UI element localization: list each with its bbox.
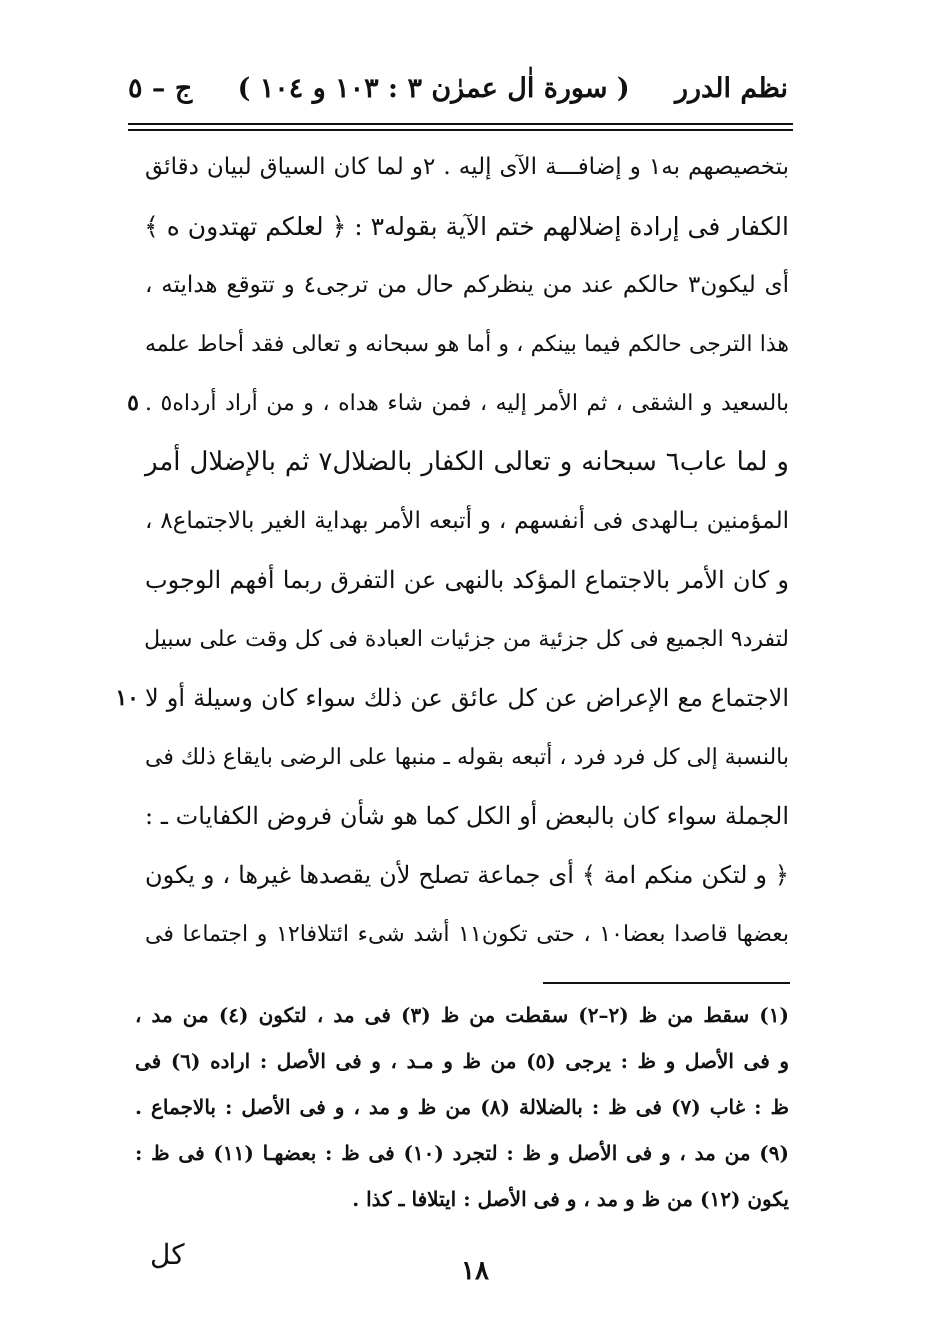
text-line: [145, 197, 789, 256]
line-text: لتفرد٩ الجميع فى كل جزئية من جزئيات العبادة فى كل وقت على سبيل: [144, 627, 789, 652]
text-line: [127, 374, 789, 433]
line-text: المؤمنين بـالهدى فى أنفسهم ، و أتبعه الأمر بهداية الغير بالاجتماع٨ ،: [145, 508, 789, 534]
text-line: [145, 138, 789, 197]
line-text: بتخصيصهم به١ و إضافـــة الآى إليه . ٢و لما كان السياق لبيان دقائق: [145, 154, 789, 180]
line-text: الاجتماع مع الإعراض عن كل عائق عن ذلك سواء كان وسيلة أو لا: [145, 684, 789, 712]
text-line: [145, 610, 789, 669]
text-line: [145, 905, 789, 964]
catchword: كل: [150, 1238, 185, 1271]
header-rule: [128, 123, 793, 125]
line-text: بالسعيد و الشقى ، ثم الأمر إليه ، فمن شاء هداه ، و من أراد أرداه٥ .: [145, 391, 789, 416]
book-title: نظم الدرر: [674, 72, 788, 104]
line-text: و لما عاب٦ سبحانه و تعالى الكفار بالضلال٧ ثم بالإضلال أمر: [145, 447, 789, 477]
text-line: [145, 728, 789, 787]
running-header: [128, 62, 788, 114]
header-rule-double: [128, 129, 793, 131]
footnote-line: ظ : غاب (٧) فى ظ : بالضلالة (٨) من ظ و مد ، و فى الأصل : بالاجماع .: [135, 1095, 789, 1119]
footnote-rule: [543, 982, 790, 984]
text-line: [145, 433, 789, 492]
line-text: و كان الأمر بالاجتماع المؤكد بالنهى عن التفرق ربما أفهم الوجوب: [145, 566, 789, 594]
text-line: [115, 669, 789, 728]
line-text: أى ليكون٣ حالكم عند من ينظركم حال من ترجى٤ و تتوقع هدايته ،: [145, 272, 789, 298]
footnote-line: و فى الأصل و ظ : يرجى (٥) من ظ و مـد ، و فى الأصل : اراده (٦) فى: [135, 1049, 790, 1073]
footnotes: [135, 992, 789, 1222]
line-text: الكفار فى إرادة إضلالهم ختم الآية بقوله٣ : ﴿ لعلكم تهتدون ه ﴾: [144, 212, 789, 241]
line-text: ﴿ و لتكن منكم امة ﴾ أى جماعة تصلح لأن يقصدها غيرها ، و يكون: [145, 861, 789, 889]
main-text: [115, 138, 790, 964]
surah-reference: ( سورة اٰل عمرٰن ٣ : ١٠٣ و ١٠٤ ): [237, 72, 630, 104]
text-line: [145, 315, 789, 374]
line-number: ٥: [127, 390, 139, 416]
text-line: [145, 846, 789, 905]
line-text: هذا الترجى حالكم فيما بينكم ، و أما هو سبحانه و تعالى فقد أحاط علمه: [145, 332, 789, 357]
page-number: ١٨: [461, 1256, 489, 1286]
line-text: بالنسبة إلى كل فرد فرد ، أتبعه بقوله ـ منبها على الرضى بايقاع ذلك فى: [145, 745, 789, 770]
footnote-line: (٩) من مد ، و فى الأصل و ظ : لتجرد (١٠) فى ظ : بعضهـا (١١) فى ظ :: [135, 1141, 789, 1165]
volume-number: ج – ٥: [128, 72, 193, 104]
footnote-line: يكون (١٢) من ظ و مد ، و فى الأصل : ايتلافا ـ كذا .: [352, 1187, 789, 1211]
line-number: ١٠: [115, 685, 139, 711]
text-line: [145, 787, 789, 846]
line-text: الجملة سواء كان بالبعض أو الكل كما هو شأن فروض الكفايات ـ :: [145, 802, 789, 830]
text-line: [145, 492, 789, 551]
footnote-line: (١) سقط من ظ (٢–٢) سقطت من ظ (٣) فى مد ، لتكون (٤) من مد ،: [135, 1003, 789, 1027]
line-text: بعضها قاصدا بعضا١٠ ، حتى تكون١١ أشد شىء ائتلافا١٢ و اجتماعا فى: [145, 922, 790, 947]
text-line: [145, 551, 789, 610]
text-line: [145, 256, 789, 315]
